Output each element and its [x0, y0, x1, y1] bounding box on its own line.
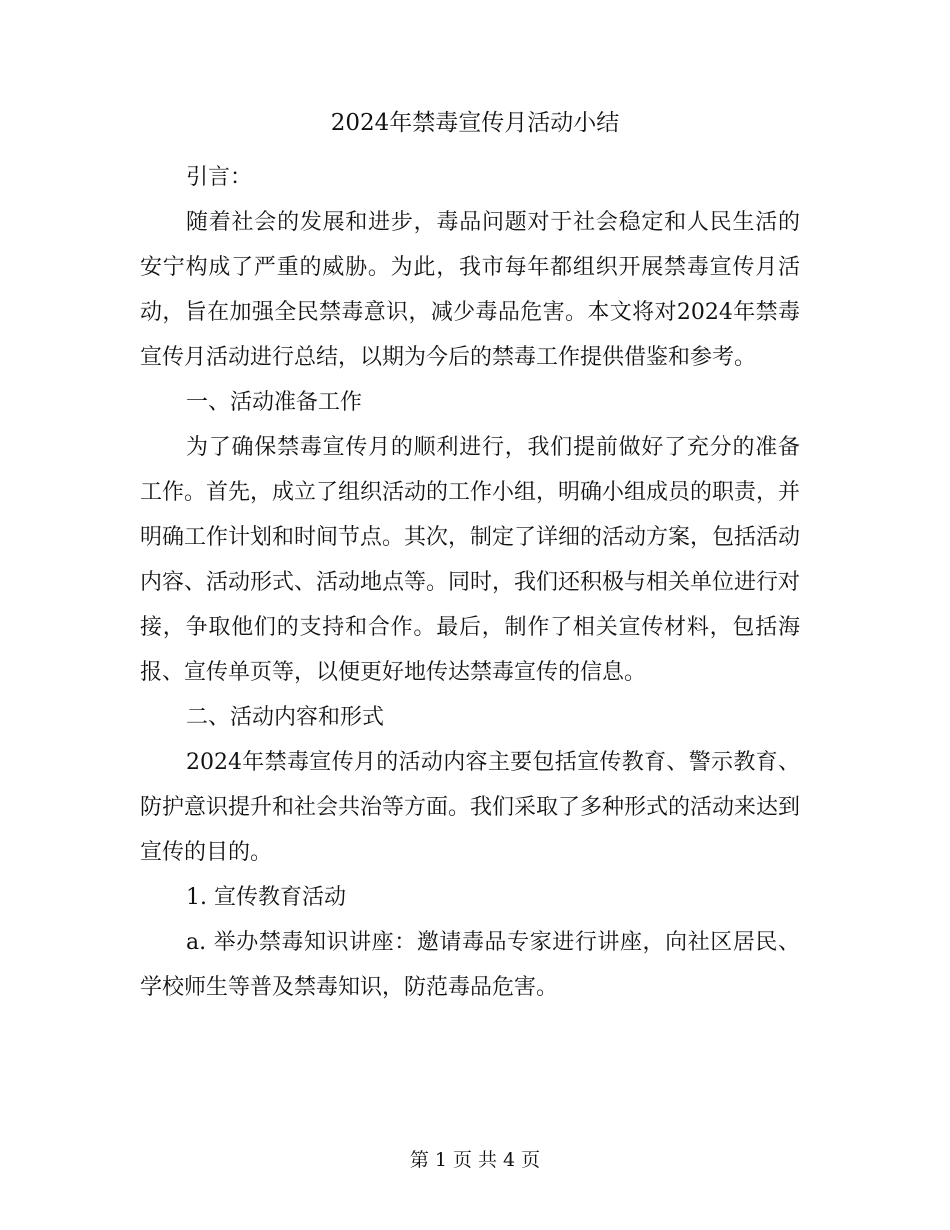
page-number-footer: 第 1 页 共 4 页	[409, 1149, 541, 1171]
intro-heading: 引言：	[186, 165, 253, 190]
subsection-heading-education: 1. 宣传教育活动	[186, 885, 346, 910]
education-item-a: a. 举办禁毒知识讲座：邀请毒品专家进行讲座，向社区居民、学校师生等普及禁毒知识，防范毒品危害。	[140, 930, 800, 1000]
document-title: 2024年禁毒宣传月活动小结	[330, 110, 620, 136]
section-heading-preparation: 一、活动准备工作	[186, 390, 363, 415]
intro-paragraph: 随着社会的发展和进步，毒品问题对于社会稳定和人民生活的安宁构成了严重的威胁。为此，我市每年都组织开展禁毒宣传月活动，旨在加强全民禁毒意识，减少毒品危害。本文将对2024年禁毒宣传月活动进行总结，以期为今后的禁毒工作提供借鉴和参考。	[140, 210, 800, 370]
preparation-paragraph: 为了确保禁毒宣传月的顺利进行，我们提前做好了充分的准备工作。首先，成立了组织活动的工作小组，明确小组成员的职责，并明确工作计划和时间节点。其次，制定了详细的活动方案，包括活动内容、活动形式、活动地点等。同时，我们还积极与相关单位进行对接，争取他们的支持和合作。最后，制作了相关宣传材料，包括海报、宣传单页等，以便更好地传达禁毒宣传的信息。	[140, 435, 801, 685]
document-body	[140, 155, 800, 1010]
section-heading-content: 二、活动内容和形式	[186, 705, 385, 730]
content-paragraph: 2024年禁毒宣传月的活动内容主要包括宣传教育、警示教育、防护意识提升和社会共治等方面。我们采取了多种形式的活动来达到宣传的目的。	[140, 750, 801, 865]
